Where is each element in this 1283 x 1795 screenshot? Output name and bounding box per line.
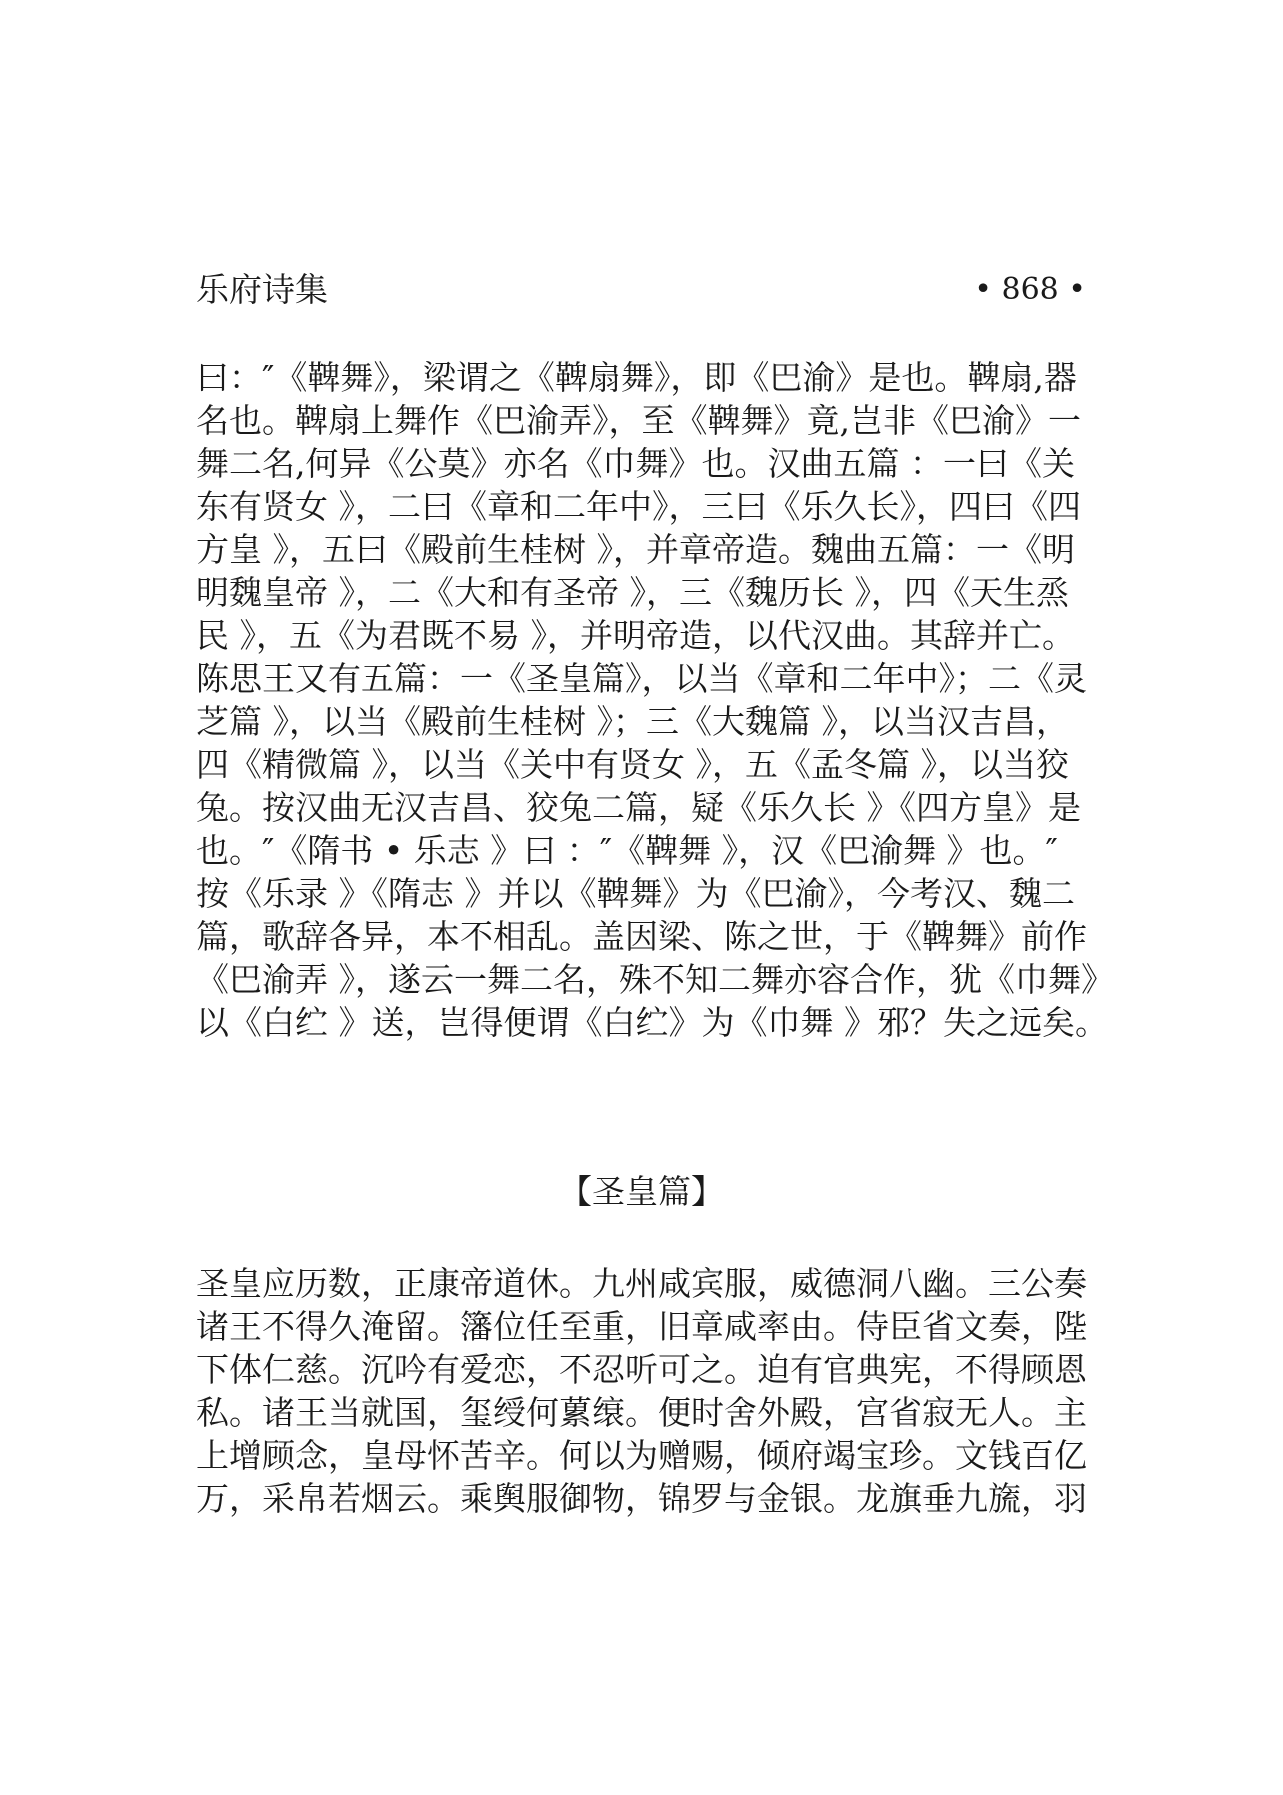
text-line: 方皇 》，五曰《殿前生桂树 》，并章帝造。魏曲五篇：一《明	[196, 530, 1075, 569]
text-line: 名也。鞞扇上舞作《巴渝弄》，至《鞞舞》竟,岂非《巴渝》一	[196, 401, 1081, 440]
book-title: 乐府诗集	[196, 270, 328, 309]
page-header	[196, 268, 1086, 312]
text-line: 明魏皇帝 》，二《大和有圣帝 》，三《魏历长 》，四《天生烝	[196, 573, 1069, 612]
text-line: 四《精微篇 》，以当《关中有贤女 》，五《孟冬篇 》，以当狡	[196, 745, 1069, 784]
text-line: 下体仁慈。沉吟有爱恋，不忍听可之。迫有官典宪，不得顾恩	[196, 1350, 1087, 1389]
text-line: 上增顾念，皇母怀苦辛。何以为赠赐，倾府竭宝珍。文钱百亿	[196, 1436, 1087, 1475]
commentary-text	[196, 356, 1114, 1044]
text-line: 诸王不得久淹留。籓位任至重，旧章咸率由。侍臣省文奏，陛	[196, 1307, 1087, 1346]
page-number: • 868 •	[974, 272, 1086, 307]
text-line: 以《白纻 》送，岂得便谓《白纻》为《巾舞 》邪？失之远矣。	[196, 1003, 1108, 1042]
section-heading: 【圣皇篇】	[559, 1172, 724, 1211]
text-line: 兔。按汉曲无汉吉昌、狡兔二篇，疑《乐久长 》《四方皇》是	[196, 788, 1081, 827]
text-line: 也。″《隋书 • 乐志 》曰 ：″《鞞舞 》，汉《巴渝舞 》也。″	[196, 831, 1058, 870]
text-line: 私。诸王当就国，玺绶何蔂缞。便时舍外殿，宫省寂无人。主	[196, 1393, 1087, 1432]
text-line: 篇，歌辞各异，本不相乱。盖因梁、陈之世，于《鞞舞》前作	[196, 917, 1087, 956]
text-line: 民 》，五《为君既不易 》，并明帝造，以代汉曲。其辞并亡。	[196, 616, 1075, 655]
text-line: 按《乐录 》《隋志 》并以《鞞舞》为《巴渝》，今考汉、魏二	[196, 874, 1075, 913]
text-line: 《巴渝弄 》，遂云一舞二名，殊不知二舞亦容合作，犹《巾舞》	[196, 960, 1114, 999]
text-line: 陈思王又有五篇：一《圣皇篇》，以当《章和二年中》；二《灵	[196, 659, 1087, 698]
text-line: 东有贤女 》，二曰《章和二年中》，三曰《乐久长》，四曰《四	[196, 487, 1081, 526]
text-line: 圣皇应历数，正康帝道休。九州咸宾服，威德洞八幽。三公奏	[196, 1264, 1087, 1303]
text-line: 舞二名,何异《公莫》亦名《巾舞》也。汉曲五篇 ：一曰《关	[196, 444, 1075, 483]
text-line: 曰：″《鞞舞》，梁谓之《鞞扇舞》，即《巴渝》是也。鞞扇,器	[196, 358, 1077, 397]
poem-text	[196, 1262, 1096, 1520]
text-line: 万，采帛若烟云。乘舆服御物，锦罗与金银。龙旗垂九旒，羽	[196, 1479, 1087, 1518]
text-line: 芝篇 》，以当《殿前生桂树 》；三《大魏篇 》，以当汉吉昌，	[196, 702, 1069, 741]
